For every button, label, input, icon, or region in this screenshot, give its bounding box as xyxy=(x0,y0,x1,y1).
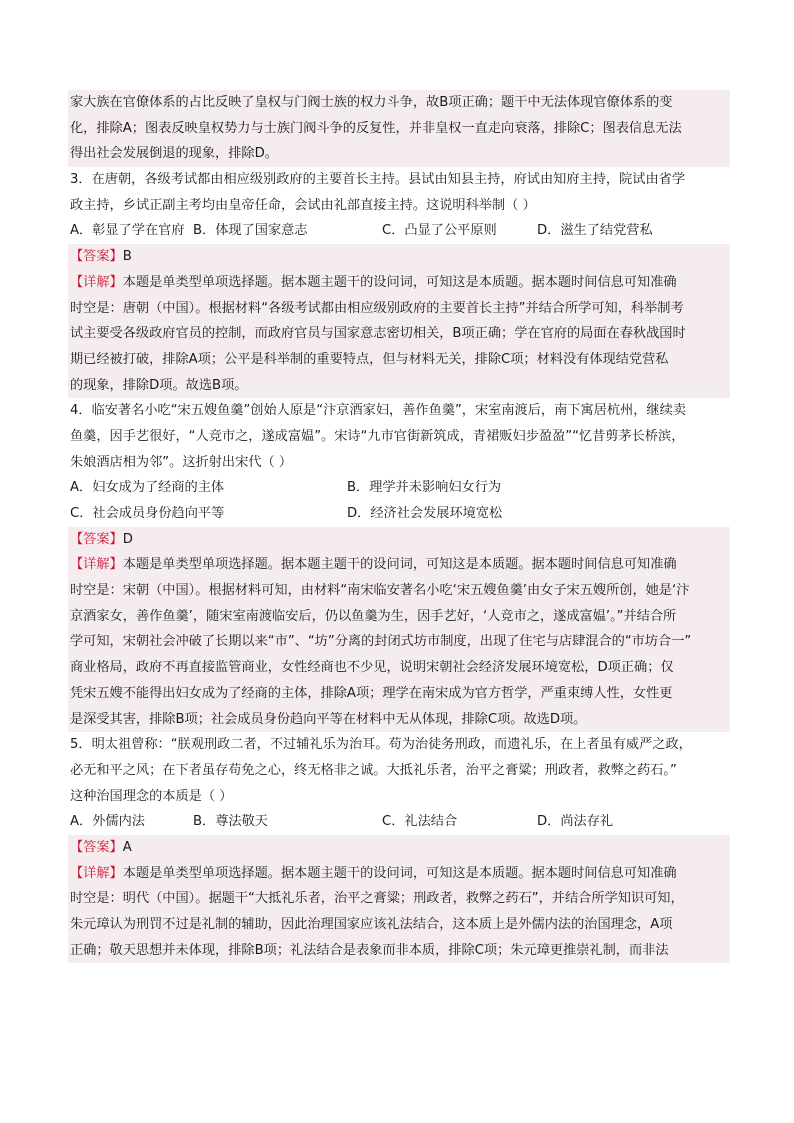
detail-line: 时空是：宋朝（中国）。根据材料可知，由材料“南宋临安著名小吃‘宋五嫂鱼羹’由女子宋五嫂所创，她是‘汴 xyxy=(68,578,730,604)
detail-line: 学可知，宋朝社会冲破了长期以来“市”、“坊”分离的封闭式坊市制度，出现了住宅与店肆混合的“市坊合一” xyxy=(68,629,730,655)
question-4-stem: 鱼羹，因手艺很好，“人竞市之，遂成富媪”。宋诗“九市官街新筑成，青裙贩妇步盈盈”“忆昔剪茅长桥滨， xyxy=(70,428,685,444)
detail-tag: 【详解】 xyxy=(70,274,123,290)
answer-tag: 【答案】 xyxy=(70,249,123,265)
document-page xyxy=(68,90,730,963)
question-4-answer xyxy=(68,527,730,553)
option-d: D．滋生了结党营私 xyxy=(537,223,653,239)
option-b: B．理学并未影响妇女行为 xyxy=(347,480,502,496)
option-d: D．尚法存礼 xyxy=(537,814,614,830)
detail-text: 本题是单类型单项选择题。据本题主题干的设问词，可知这是本质题。据本题时间信息可知准确 xyxy=(122,557,677,573)
question-5-stem: 5．明太祖曾称：“朕观刑政二者，不过辅礼乐为治耳。苟为治徒务刑政，而遗礼乐，在上者虽有威严之政， xyxy=(70,737,692,753)
detail-line: 朱元璋认为刑罚不过是礼制的辅助，因此治理国家应该礼法结合，这本质上是外儒内法的治国理念，A项 xyxy=(68,912,730,938)
explanation-line: 化，排除A；图表反映皇权势力与士族门阀斗争的反复性，并非皇权一直走向衰落，排除C；图表信息无法 xyxy=(68,116,730,142)
answer-value: B xyxy=(122,249,132,265)
question-3-stem: 政主持，乡试正副主考均由皇帝任命，会试由礼部直接主持。这说明科举制（ ） xyxy=(70,197,536,213)
detail-line: 正确；敬天思想并未体现，排除B项；礼法结合是表象而非本质，排除C项；朱元璋更推崇礼制，而非法 xyxy=(68,938,730,964)
detail-line: 凭宋五嫂不能得出妇女成为了经商的主体，排除A项；理学在南宋成为官方哲学，严重束缚人性，女性更 xyxy=(68,681,730,707)
detail-line: 期已经被打破，排除A项；公平是科举制的重要特点，但与材料无关，排除C项；材料没有体现结党营私 xyxy=(68,347,730,373)
explanation-line: 得出社会发展倒退的现象，排除D。 xyxy=(68,141,730,167)
detail-line: 京酒家女，善作鱼羹’，随宋室南渡临安后，仍以鱼羹为生，因手艺好，‘人竞市之，遂成富媪’。”并结合所 xyxy=(68,604,730,630)
question-4-stem: 4．临安著名小吃“宋五嫂鱼羹”创始人原是“汴京酒家妇，善作鱼羹”，宋室南渡后，南下寓居杭州，继续卖 xyxy=(70,403,686,419)
question-4-detail xyxy=(68,552,730,578)
detail-line: 试主要受各级政府官员的控制，而政府官员与国家意志密切相关，B项正确；学在官府的局面在春秋战国时 xyxy=(68,321,730,347)
question-5-answer xyxy=(68,835,730,861)
option-b: B．尊法敬天 xyxy=(193,814,268,830)
detail-line: 的现象，排除D项。故选B项。 xyxy=(68,373,730,399)
question-5-options xyxy=(68,809,730,835)
option-c: C．凸显了公平原则 xyxy=(382,223,497,239)
detail-line: 时空是：唐朝（中国）。根据材料“各级考试都由相应级别政府的主要首长主持”并结合所学可知，科举制考 xyxy=(68,296,730,322)
explanation-line: 家大族在官僚体系的占比反映了皇权与门阀士族的权力斗争，故B项正确；题干中无法体现官僚体系的变 xyxy=(68,90,730,116)
question-3-options xyxy=(68,218,730,244)
option-a: A．彰显了学在官府 xyxy=(70,223,185,239)
option-c: C．社会成员身份趋向平等 xyxy=(70,506,225,521)
detail-text: 本题是单类型单项选择题。据本题主题干的设问词，可知这是本质题。据本题时间信息可知准确 xyxy=(122,865,677,881)
option-a: A．妇女成为了经商的主体 xyxy=(70,480,225,496)
option-c: C．礼法结合 xyxy=(382,814,458,830)
detail-text: 本题是单类型单项选择题。据本题主题干的设问词，可知这是本质题。据本题时间信息可知准确 xyxy=(122,274,677,290)
question-3-stem: 3．在唐朝，各级考试都由相应级别政府的主要首长主持。县试由知县主持，府试由知府主持，院试由省学 xyxy=(70,172,686,188)
detail-tag: 【详解】 xyxy=(70,865,123,881)
detail-tag: 【详解】 xyxy=(70,557,123,573)
question-4-options xyxy=(68,501,730,527)
option-b: B．体现了国家意志 xyxy=(193,223,308,239)
detail-line: 商业格局，政府不再直接监管商业，女性经商也不少见，说明宋朝社会经济发展环境宽松，D项正确；仅 xyxy=(68,655,730,681)
question-4-stem: 朱娘酒店相为邻”。这折射出宋代（ ） xyxy=(70,454,293,470)
answer-value: D xyxy=(122,531,133,547)
question-5-detail xyxy=(68,861,730,887)
detail-line: 时空是：明代（中国）。据题干“大抵礼乐者，治平之膏粱；刑政者，救弊之药石”，并结合所学知识可知， xyxy=(68,886,730,912)
answer-tag: 【答案】 xyxy=(70,839,123,855)
question-4-options xyxy=(68,475,730,501)
question-5-stem: 这种治国理念的本质是（ ） xyxy=(70,788,233,804)
question-5-stem: 必无和平之风；在下者虽存苟免之心，终无格非之诚。大抵礼乐者，治平之膏粱；刑政者，救弊之药石。” xyxy=(70,762,677,778)
question-3-detail xyxy=(68,270,730,296)
option-d: D．经济社会发展环境宽松 xyxy=(347,506,503,521)
question-3-answer xyxy=(68,244,730,270)
detail-line: 是深受其害，排除B项；社会成员身份趋向平等在材料中无从体现，排除C项。故选D项。 xyxy=(68,707,730,733)
answer-value: A xyxy=(122,839,132,855)
answer-tag: 【答案】 xyxy=(70,531,123,547)
option-a: A．外儒内法 xyxy=(70,814,145,830)
